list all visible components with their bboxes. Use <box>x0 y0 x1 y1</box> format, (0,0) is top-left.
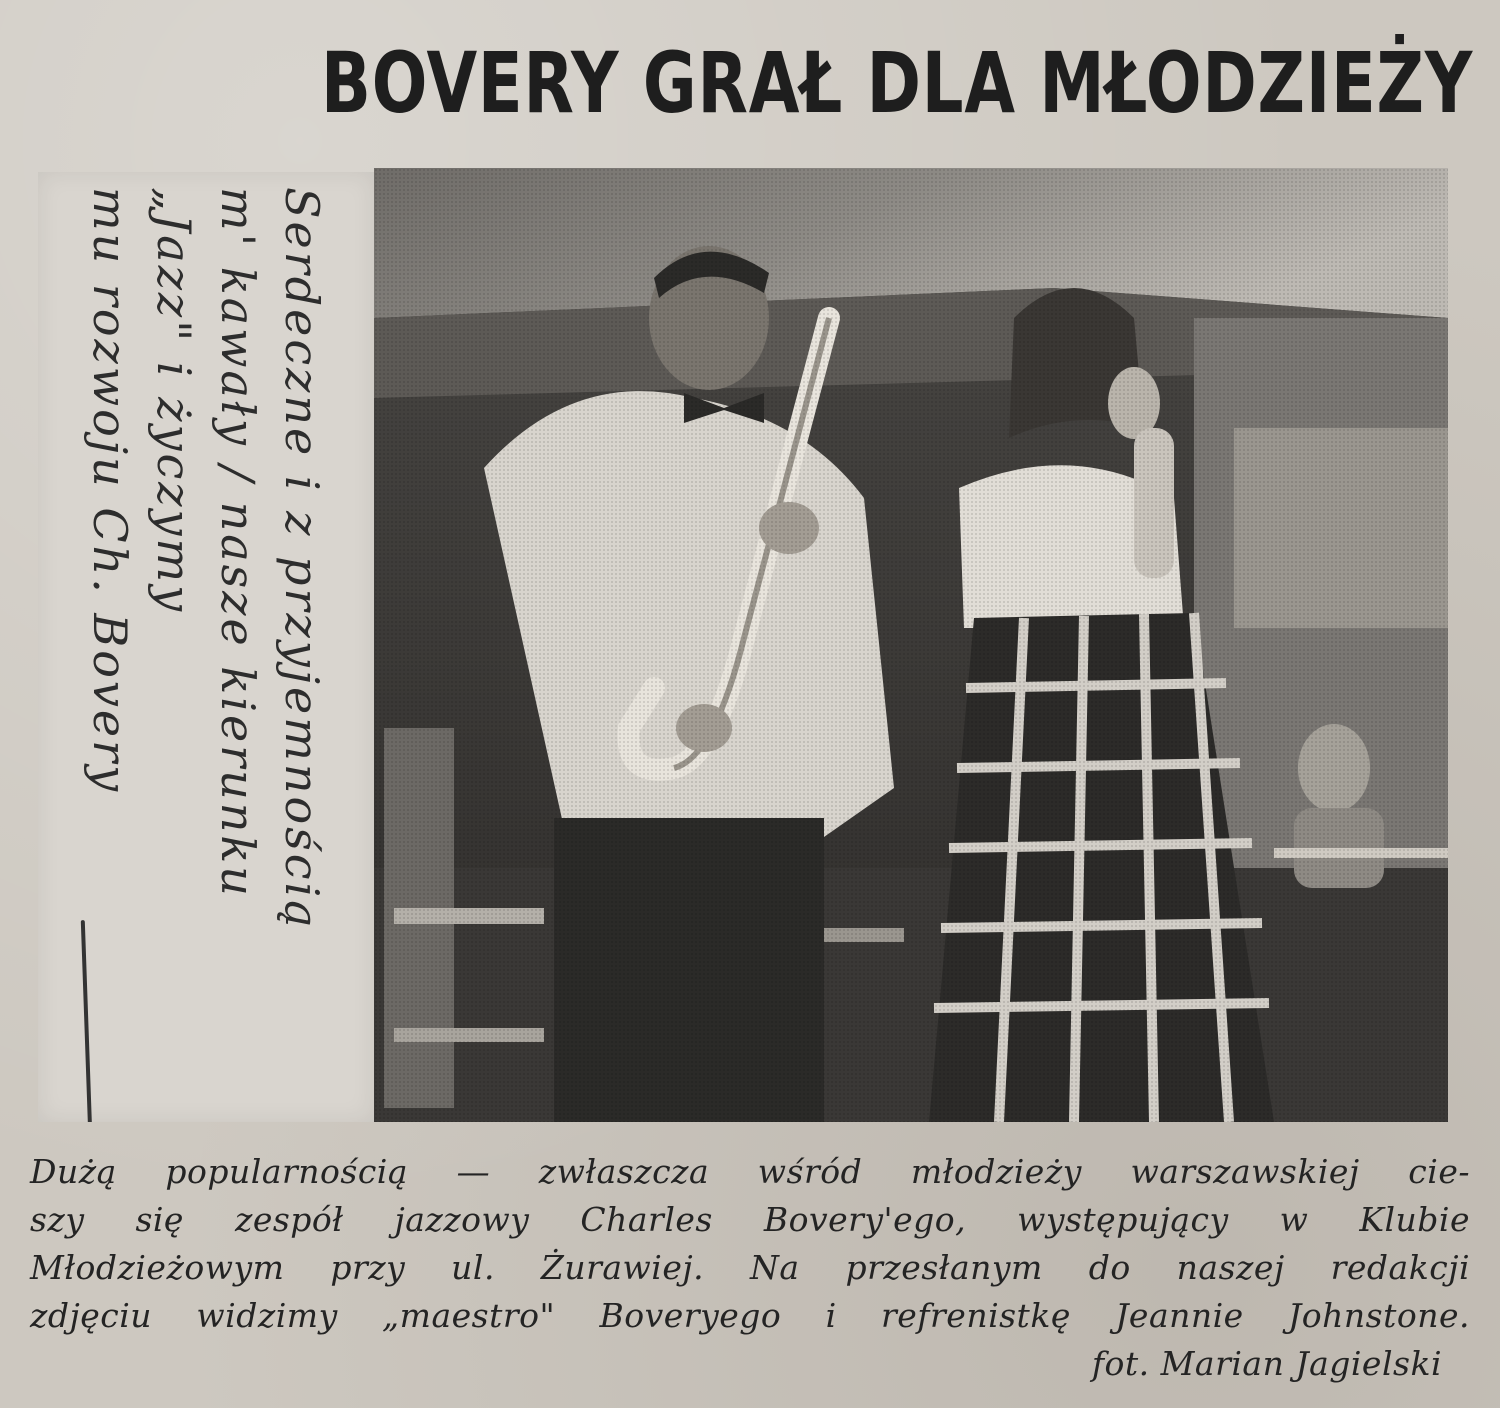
autograph-panel <box>38 172 374 1122</box>
autograph-line-2: m' kawały / nasze kierunku <box>211 187 265 899</box>
caption-line-2: szy się zespół jazzowy Charles Bovery'ego, występujący w Klubie <box>30 1200 1470 1239</box>
caption-line-3: Młodzieżowym przy ul. Żurawiej. Na przesłanym do naszej redakcji <box>30 1248 1470 1287</box>
caption-line-1: Dużą popularnością — zwłaszcza wśród młodzieży warszawskiej cie- <box>30 1152 1470 1191</box>
photo-credit: fot. Marian Jagielski <box>1091 1344 1442 1383</box>
autograph-line-3: „Jazz" i życzymy <box>147 187 201 615</box>
headline: BOVERY GRAŁ DLA MŁODZIEŻY <box>321 34 1474 132</box>
band-photo <box>374 168 1448 1122</box>
caption-line-4: zdjęciu widzimy „maestro" Boveryego i refrenistkę Jeannie Johnstone. <box>30 1296 1470 1335</box>
autograph-line-1: Serdeczne i z przyjemnością <box>275 187 329 931</box>
photo-illustration <box>374 168 1448 1122</box>
photo-caption <box>30 1148 1470 1388</box>
autograph-handwriting <box>78 187 334 1107</box>
autograph-line-4: mu rozwoju Ch. Bovery <box>83 187 137 795</box>
